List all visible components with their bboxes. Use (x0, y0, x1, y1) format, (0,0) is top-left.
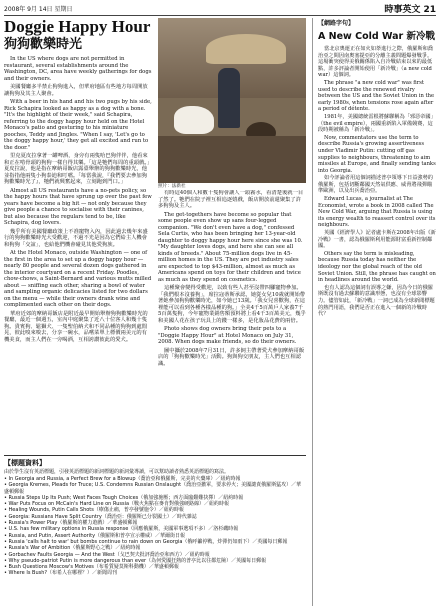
paragraph: 英國《經濟學人》記者盧卡斯在2008年出版《新冷戰》一書，認為俄羅斯利用能源財富重新控制鄰國。 (318, 230, 436, 250)
paragraph: 這種聚會變得受歡迎，以致有些人甚至沒帶四腳寵物參加。「我們根本沒養狗」，席拉寇蒂斯承認，她從女兒10歲就開始帶著她參加狗狗歡樂時光，如今她已13歲。「我女兒喜歡狗，在這裡能可以看到各種各樣品種的狗。」全美4千5百萬戶人家養7千5百萬隻狗，今年寵物業銷售額預料將上看4千3百萬美元，幾乎和美國人花在孩子玩具上的錢一樣多，是化妝品花費的兩倍。 (158, 285, 306, 324)
headline-english: Doggie Happy Hour (4, 17, 151, 36)
list-item: • Georgia: Russians Have Split Country（喬治亞：俄羅斯已分裂國土）／時代雜誌 (4, 514, 306, 520)
paragraph: Now, commentators use the term to describe Russia's growing assertiveness under Vladimir Putin: cutting off gas supplies to neighbours, threatening to aim missiles at Europe, and finally sending tanks into Georgia. (318, 134, 436, 174)
list-item: • Russia, and Putin, Assert Authority（俄羅斯和普亭宣示權威）／華爾街日報 (4, 533, 306, 539)
article-column-1 (4, 56, 152, 451)
list-item: • Russia's Power Play（俄羅斯的權力遊戲）／華盛頓郵報 (4, 520, 306, 526)
paragraph: The get-togethers have become so popular that some people even show up sans four-legged companion. "We don't even have a dog," confessed Sela Curtis, who has been bringing her 13-year-old daughter to doggy happy hour here since she was 10. "My daughter loves dogs, and here she can see all kinds of breeds." About 75-million dogs live in 45-million homes in the US. They are pet industry sales are expected to top $43-million, almost as much as Americans spend on toys for their children and twice as much as they spend on cosmetics. (158, 211, 303, 283)
dog-owner-figure (218, 68, 240, 128)
patio-umbrella (206, 34, 286, 64)
paragraph: 如今評論者用這個詞描述普亭領導下日益強勢的俄羅斯，包括切斷鄰國天然氣供應、威脅將飛彈瞄準歐洲，以及出兵喬治亞。 (318, 175, 433, 195)
list-item: • Russia 'calls halt to war' but bombs continue to rain down on Georgia（俄呼籲停戰，炸彈仍如雨下）／英國每日郵報 (4, 539, 306, 545)
paragraph: 也有人認為這個詞有誤導之嫌，因為今日的俄羅斯既沒有過去蘇聯的意識形態，也沒有全球影響力。儘管如此，「新冷戰」一詞已成為全球新聞標題的熱門用語，我們是否正在進入一個新的冷戰時代？ (318, 284, 435, 318)
paragraph: 1981年，美國總統雷根將蘇聯稱為「邪惡帝國」（the evil empire），兩國重新陷入軍備競賽，這段時期被稱為「新冷戰」。 (318, 113, 436, 134)
list-item: • U.S. has few military options in Russia response（回應俄羅斯，美國軍事選項不多）／洛杉磯時報 (4, 526, 306, 532)
list-item: • Gorbachev Faults Georgia — And the West（戈巴契夫批評喬治亞和西方）／紐約時報 (4, 552, 306, 558)
paragraph: At the Hotel Monaco, outside Washington — one of the first in the area to set up a doggy happy hour — nearly 80 people and several dozen dogs gathered in the interior courtyard on a recent Friday. Poodles, chow-chows, a Saint-Bernard and various mutts milled about — sniffing each other, sharing a bowl of water and sampling organic delicacies listed for two dollars on the menu — while their owners drank wine and complimented each other on their dogs. (4, 250, 152, 308)
paragraph: Others say the term is misleading, because Russia today has neither the ideology nor the global reach of the old Soviet Union. Still, the phrase has caught on in headlines around the world. (318, 250, 436, 284)
sidebar-title: A New Cold War 新冷戰 (318, 31, 436, 42)
paragraph: 當北京奧運正在如火如荼進行之際，俄羅斯和喬治亞之間因南奧塞提亞的分離主義問題爆發戰爭。這場衝突使得美俄關係陷入自冷戰結束以來的最低點，許多評論者開始使用「新冷戰」（a new cold war）這個詞。 (318, 46, 433, 79)
page-header (4, 2, 436, 16)
list-item: • Georgia Kremes, Pleads for Truce; U.S. Condemns Russian Onslaught（喬治亞撤軍，要求停火；美國譴責俄羅斯猛攻）／華盛頓郵報 (4, 482, 306, 495)
paragraph: Photo shows dog owners bring their pets to a "Doggie Happy Hour" at Hotel Monaco on July 31, 2008. When dogs make friends, so do their owners. (158, 326, 297, 345)
issue-date: 2008年 9月 14日 星期日 (4, 6, 73, 13)
list-item: • Healing Wounds, Putin Calls Shots（療傷止痛，普亭發號施令）／紐約時報 (4, 507, 306, 513)
paragraph: With a beer in his hand and his two pugs by his side, Rick Schapira looked as happy as a dog with a bone. "It's the highlight of their week," said Schapira, referring to the doggy happy hour held on the Hotel Monaco's patio and gesturing to his miniature pooches, Teddy and Jingles. "When I say, 'Let's go to the doggy happy hour,' they get all excited and run to the door." (4, 99, 152, 151)
list-item: • Bush Questions Moscow's Motives（布希質疑莫斯科動機）／華盛頓郵報 (4, 564, 306, 570)
article-column-2 (158, 190, 306, 451)
list-item: • In Georgia and Russia, a Perfect Brew for a Blowup（喬治亞和俄羅斯，完美的火藥庫）／紐約時報 (4, 476, 306, 482)
article-photo (158, 18, 306, 183)
paragraph: The phrase "a new cold war" was first used to describe the renewed rivalry between the US and the Soviet Union in the early 1980s, when tensions rose again after a period of détente. (318, 79, 435, 113)
paragraph: 有時這40個人和數十隻狗會讓人一頭霧水，看清楚後就一目了然了。牠們在院子裡互相追逐嬉戲，飯店開放前還聚集了許多狗狗及主人。 (158, 190, 304, 209)
headline-references-box (4, 455, 306, 605)
list-item: • War Puts Focus on McCain's Hard Line on Russia（戰火焦點在麥肯對俄強硬路線）／紐約時報 (4, 501, 306, 507)
paragraph: In the US where dogs are not permitted in restaurant, several establishments around the Washington, DC, area have weekly gatherings for dogs and their owners. (4, 56, 152, 82)
list-item: • Russia's War of Ambition（俄羅斯野心之戰）／紐約時報 (4, 545, 306, 551)
paragraph: 華府近郊的摩納哥飯店是附近最早開始舉辦狗狗歡樂時光的餐廳，最近一個週五，室內中庭聚集了近八十位客人和幾十隻狗。貴賓狗、鬆獅犬、一隻聖伯納犬和不同品種的狗狗到處閒晃，彼此嗅來嗅去，分享一碗水，品嚐菜單上標價兩美元的有機美食，而主人們在一旁喝酒，互相誇讚彼此的愛犬。 (4, 310, 148, 343)
sidebar-tag: 【網路字句】 (318, 20, 355, 27)
paragraph: 幾乎所有美國餐廳政策上不准寵物入內，因此過去幾年來盛行的狗狗歡樂時光大受歡迎，不過不光是因為它們給主人機會和狗狗「交誼」，也給他們機會碰見其他愛狗族。 (4, 228, 148, 248)
list-item: • Russia Steps Up Its Push; West Faces Tough Choices（俄加強施壓；西方面臨艱難抉擇）／紐約時報 (4, 495, 306, 501)
references-intro: 由於學生沒有英語標題，引發英語標題的新詞標題的新詞彙導讀，可以幫助讀者熟悉英語標題的寫法。 (4, 469, 230, 475)
sidebar-body (318, 46, 436, 318)
white-dog (174, 106, 214, 134)
paragraph: Almost all US restaurants have a no-pets policy, so the happy hours that have sprung up over the past few years have become a big hit — not only because they give people a chance to socialise with their canines, but also because the regulars tend to be, like Schapira, dog lovers. (4, 187, 152, 226)
list-item: • Where Is Bush?（布希人在哪裡？）／新聞周刊 (4, 570, 306, 576)
references-heading: 【標題資料】 (4, 459, 46, 467)
paragraph: Edward Lucas, a journalist at The Economist, wrote a book in 2008 called The New Cold War, arguing that Russia is using its energy wealth to reassert control over its neighbours. (318, 196, 436, 229)
list-item: • Why pseudo-patriot Putin is more dangerous than ever（為何愛國狂熱的普亭比以往都危險）／英國每日郵報 (4, 558, 306, 564)
paragraph: 里克夏皮拉拿著一罐啤酒，身旁有兩隻哈巴狗伴伴，他看來和正在啃骨頭的狗狗一樣自得其樂。「這是牠們每周的重頭戲。」夏皮拉說，他是指在摩納哥飯店露臺舉辦的狗狗歡樂時光，他並指指他兩隻小狗泰迪和叮噹。「每當我說，『我們要去參加狗狗歡樂時光了』，牠們就興奮起來，立刻跑到門口。」 (4, 153, 150, 185)
headline-chinese: 狗狗歡樂時光 (4, 37, 83, 52)
paragraph: 美國餐廳多半禁止狗狗進入，但華府地區有些地方每周開放讓狗狗及其主人聚會。 (4, 84, 148, 97)
sidebar-column (312, 18, 436, 606)
paragraph: 圖中攝於2008年7月31日，許多飼主帶著愛犬參加摩納哥飯店的「狗狗歡樂時光」活動。狗與狗交朋友，主人們也互相認識。 (158, 347, 305, 367)
publication-name: 時事英文 21 (384, 5, 436, 15)
patio-table (158, 136, 306, 183)
photo-credit: 照片：法新社 (158, 184, 186, 189)
references-list (4, 476, 306, 577)
